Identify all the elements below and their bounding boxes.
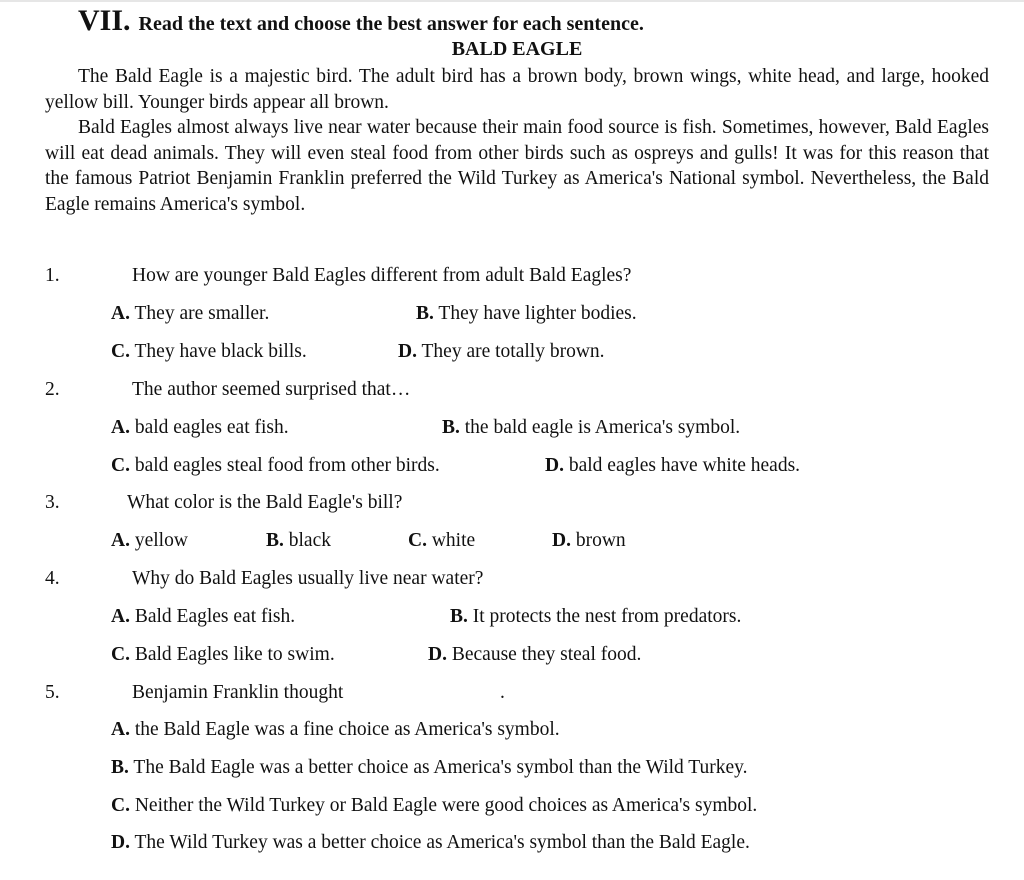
question-5-text: Benjamin Franklin thought xyxy=(132,682,344,703)
option-letter: C. xyxy=(408,530,427,551)
option-letter: B. xyxy=(442,417,460,438)
question-1-text: How are younger Bald Eagles different from adult Bald Eagles? xyxy=(132,265,632,286)
question-1-number: 1. xyxy=(45,265,60,286)
passage-title: BALD EAGLE xyxy=(451,38,583,60)
question-3-option-a[interactable] xyxy=(111,529,188,553)
question-5-number: 5. xyxy=(45,682,60,703)
option-text: Bald Eagles eat fish. xyxy=(134,606,296,627)
option-letter: A. xyxy=(111,606,130,627)
question-5-option-b[interactable] xyxy=(111,756,748,780)
question-1-option-b[interactable] xyxy=(416,302,637,326)
option-letter: D. xyxy=(398,341,417,362)
option-letter: A. xyxy=(111,303,130,324)
option-text: bald eagles have white heads. xyxy=(568,455,801,476)
option-text: black xyxy=(288,530,331,551)
passage-paragraph-1: The Bald Eagle is a majestic bird. The adult bird has a brown body, brown wings, white head, and large, hooked yellow bill. Younger birds appear all brown. xyxy=(45,66,989,113)
question-1-option-c[interactable] xyxy=(111,340,307,364)
option-letter: D. xyxy=(111,832,130,853)
question-4-option-c[interactable] xyxy=(111,643,335,667)
option-text: They have black bills. xyxy=(134,341,307,362)
question-5-option-c[interactable] xyxy=(111,794,757,818)
option-letter: B. xyxy=(266,530,284,551)
question-4-number: 4. xyxy=(45,568,60,589)
question-3-option-c[interactable] xyxy=(408,529,475,553)
option-text: They have lighter bodies. xyxy=(438,303,637,324)
question-2-option-a[interactable] xyxy=(111,416,289,440)
option-letter: C. xyxy=(111,455,130,476)
option-text: The Bald Eagle was a better choice as America's symbol than the Wild Turkey. xyxy=(133,757,748,778)
option-letter: B. xyxy=(450,606,468,627)
option-letter: B. xyxy=(416,303,434,324)
question-3-option-d[interactable] xyxy=(552,529,626,553)
question-5-option-d[interactable] xyxy=(111,831,750,855)
option-text: They are totally brown. xyxy=(421,341,605,362)
option-text: They are smaller. xyxy=(134,303,270,324)
question-2-number: 2. xyxy=(45,379,60,400)
question-2-text: The author seemed surprised that… xyxy=(132,379,411,400)
option-letter: A. xyxy=(111,530,130,551)
option-text: white xyxy=(431,530,476,551)
option-letter: A. xyxy=(111,417,130,438)
option-letter: D. xyxy=(428,644,447,665)
option-text: the Bald Eagle was a fine choice as America's symbol. xyxy=(134,719,560,740)
question-4-option-d[interactable] xyxy=(428,643,641,667)
option-letter: C. xyxy=(111,795,130,816)
option-text: Because they steal food. xyxy=(451,644,642,665)
option-letter: A. xyxy=(111,719,130,740)
section-header xyxy=(78,4,644,38)
option-text: yellow xyxy=(134,530,188,551)
question-2-option-b[interactable] xyxy=(442,416,740,440)
section-number: VII. xyxy=(78,4,131,37)
question-3-number: 3. xyxy=(45,492,60,513)
question-3-option-b[interactable] xyxy=(266,529,331,553)
option-letter: D. xyxy=(545,455,564,476)
option-letter: D. xyxy=(552,530,571,551)
option-text: It protects the nest from predators. xyxy=(472,606,742,627)
option-text: bald eagles steal food from other birds. xyxy=(134,455,440,476)
question-4-option-b[interactable] xyxy=(450,605,741,629)
top-border xyxy=(0,0,1024,2)
option-text: brown xyxy=(575,530,626,551)
question-4-text: Why do Bald Eagles usually live near water? xyxy=(132,568,484,589)
option-letter: B. xyxy=(111,757,129,778)
option-text: bald eagles eat fish. xyxy=(134,417,289,438)
option-text: The Wild Turkey was a better choice as America's symbol than the Bald Eagle. xyxy=(134,832,750,853)
option-text: Bald Eagles like to swim. xyxy=(134,644,335,665)
question-4-option-a[interactable] xyxy=(111,605,295,629)
passage-paragraph-2: Bald Eagles almost always live near water because their main food source is fish. Sometimes, however, Bald Eagles will eat dead animals. They will even steal food from other birds such as ospreys and gulls! It was for this reason that the famous Patriot Benjamin Franklin preferred the Wild Turkey as America's National symbol. Nevertheless, the Bald Eagle remains America's symbol. xyxy=(45,117,989,215)
option-letter: C. xyxy=(111,341,130,362)
question-2-option-d[interactable] xyxy=(545,454,800,478)
question-5-blank-period: . xyxy=(500,682,505,703)
option-text: Neither the Wild Turkey or Bald Eagle were good choices as America's symbol. xyxy=(134,795,758,816)
question-1-option-a[interactable] xyxy=(111,302,269,326)
question-1-option-d[interactable] xyxy=(398,340,605,364)
option-text: the bald eagle is America's symbol. xyxy=(464,417,741,438)
question-3-text: What color is the Bald Eagle's bill? xyxy=(127,492,403,513)
option-letter: C. xyxy=(111,644,130,665)
question-2-option-c[interactable] xyxy=(111,454,440,478)
question-5-option-a[interactable] xyxy=(111,718,560,742)
section-instruction: Read the text and choose the best answer for each sentence. xyxy=(138,13,644,35)
